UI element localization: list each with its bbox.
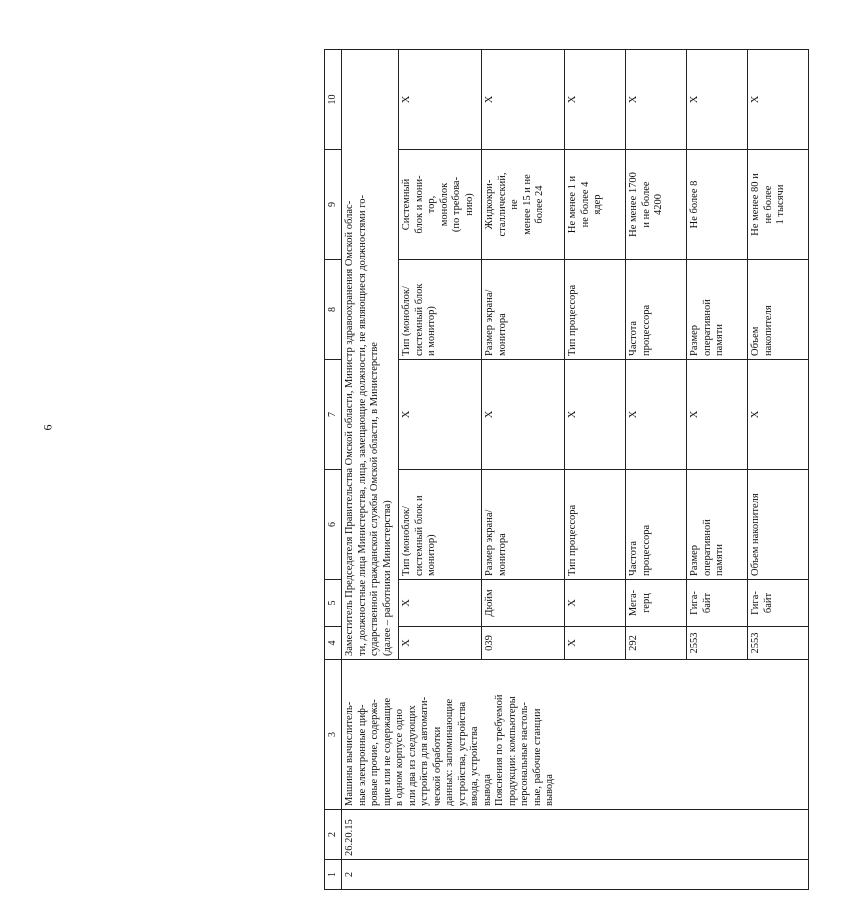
value-min: Системный блок и мони- тор, моноблок (по требова- нию) xyxy=(399,150,482,260)
note: X xyxy=(748,50,809,150)
characteristic: Размер экрана/ монитора xyxy=(482,470,565,580)
approved-value: X xyxy=(565,360,626,470)
header-cell: 3 xyxy=(325,660,342,810)
header-cell: 4 xyxy=(325,627,342,660)
characteristic-min: Объем накопителя xyxy=(748,260,809,360)
specs-table xyxy=(324,49,809,890)
header-cell: 1 xyxy=(325,860,342,890)
product-name: Машины вычислитель- ные электронные циф- ровые прочие, содержа- щие или не содержащие в одном корпусе одно или два из следующих устройств для автомати- ческой обработки данных: запоминающие устройства, устройства ввода, устройства вывода Пояснения по требуемой продукции: компьютеры персональные настоль- ные, рабочие станции вывода xyxy=(342,660,809,810)
characteristic-min: Размер оперативной памяти xyxy=(687,260,748,360)
characteristic: Размер оперативной памяти xyxy=(687,470,748,580)
characteristic-min: Тип (моноблок/ системный блок и монитор) xyxy=(399,260,482,360)
okei-code: 2553 xyxy=(748,627,809,660)
rotated-table-container xyxy=(324,50,864,890)
characteristic: Тип процессора xyxy=(565,470,626,580)
unit: Мега- герц xyxy=(626,580,687,627)
header-cell: 2 xyxy=(325,810,342,860)
okpd-code: 26.20.15 xyxy=(342,810,809,860)
value-min: Жидкокри- сталлический, не менее 15 и не более 24 xyxy=(482,150,565,260)
okei-code: X xyxy=(399,627,482,660)
header-cell: 8 xyxy=(325,260,342,360)
header-cell: 10 xyxy=(325,50,342,150)
approved-value: X xyxy=(399,360,482,470)
characteristic: Объем накопителя xyxy=(748,470,809,580)
row-number: 2 xyxy=(342,860,809,890)
header-cell: 5 xyxy=(325,580,342,627)
unit: Гига- байт xyxy=(687,580,748,627)
header-cell: 7 xyxy=(325,360,342,470)
unit: Дюйм xyxy=(482,580,565,627)
okei-code: 039 xyxy=(482,627,565,660)
characteristic: Тип (моноблок/ системный блок и монитор) xyxy=(399,470,482,580)
unit: X xyxy=(399,580,482,627)
note: X xyxy=(482,50,565,150)
okei-code: 2553 xyxy=(687,627,748,660)
characteristic-min: Размер экрана/ монитора xyxy=(482,260,565,360)
header-cell: 9 xyxy=(325,150,342,260)
approved-value: X xyxy=(482,360,565,470)
column-number-row xyxy=(325,50,342,890)
position-group-row xyxy=(342,50,399,890)
approved-value: X xyxy=(626,360,687,470)
value-min: Не менее 80 и не более 1 тысячи xyxy=(748,150,809,260)
unit: Гига- байт xyxy=(748,580,809,627)
value-min: Не менее 1700 и не более 4200 xyxy=(626,150,687,260)
position-group: Заместитель Председателя Правительства Омской области, Министр здравоохранения Омской облас- ти, должностные лица Министерства, лица, замещающие должности, не являющиеся должностями го- сударственной гражданской службы Омской области, в Министерстве (далее – работники Министерства) xyxy=(342,50,399,660)
approved-value: X xyxy=(748,360,809,470)
okei-code: X xyxy=(565,627,626,660)
characteristic-min: Тип процессора xyxy=(565,260,626,360)
unit: X xyxy=(565,580,626,627)
note: X xyxy=(626,50,687,150)
header-cell: 6 xyxy=(325,470,342,580)
note: X xyxy=(687,50,748,150)
note: X xyxy=(565,50,626,150)
note: X xyxy=(399,50,482,150)
page-number: 6 xyxy=(40,424,55,431)
approved-value: X xyxy=(687,360,748,470)
characteristic-min: Частота процессора xyxy=(626,260,687,360)
characteristic: Частота процессора xyxy=(626,470,687,580)
value-min: Не менее 1 и не более 4 ядер xyxy=(565,150,626,260)
value-min: Не более 8 xyxy=(687,150,748,260)
okei-code: 292 xyxy=(626,627,687,660)
